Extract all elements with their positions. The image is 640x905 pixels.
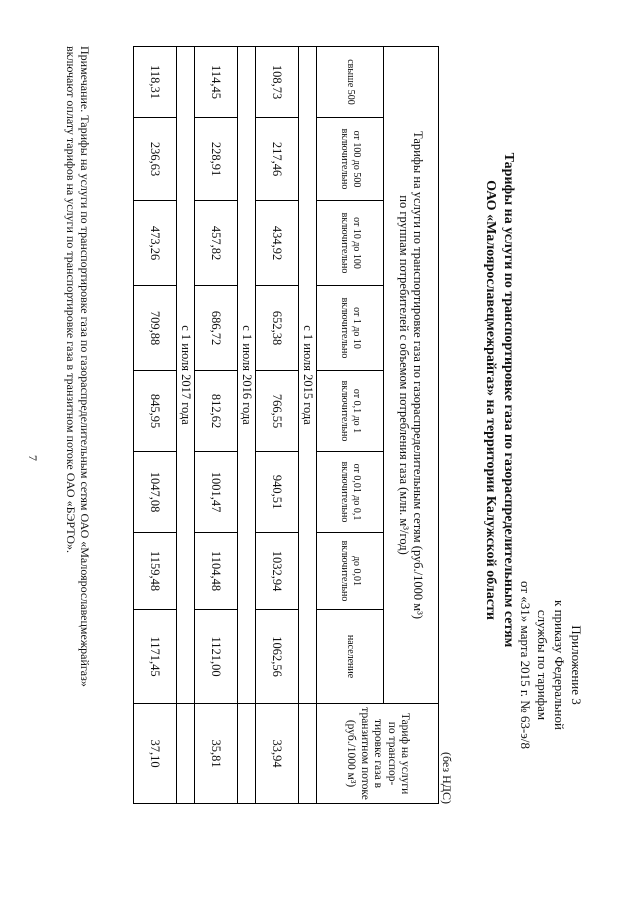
appendix-line: от «31» марта 2015 г. № 63-э/8 [518, 581, 533, 749]
group-header-up-to-0-01: до 0,01 включительно [317, 533, 384, 610]
group-header-over-500: свыше 500 [317, 47, 384, 118]
tariff-cell: 118,31 [134, 47, 177, 118]
period-label: с 1 июля 2017 года [177, 47, 195, 704]
tariff-cell: 1104,48 [195, 533, 238, 610]
tariff-cell: 434,92 [256, 201, 299, 286]
tariff-cell: 686,72 [195, 286, 238, 371]
transit-tariff-cell: 35,81 [195, 704, 238, 804]
tariff-cell: 1001,47 [195, 452, 238, 533]
period-row [238, 47, 256, 804]
tariff-cell: 1171,45 [134, 610, 177, 704]
footnote [64, 46, 92, 826]
tariff-cell: 1047,08 [134, 452, 177, 533]
group-header-0-1-1: от 0,1 до 1 включительно [317, 371, 384, 452]
transit-tariff-cell: 37,10 [134, 704, 177, 804]
tariff-cell: 766,55 [256, 371, 299, 452]
tariff-cell: 1032,94 [256, 533, 299, 610]
tariff-table [133, 46, 439, 804]
tariff-cell: 217,46 [256, 118, 299, 201]
appendix-line: Приложение 3 [569, 625, 584, 705]
main-header-line-1: Тарифы на услуги по транспортировке газа по газораспределительным сетям (руб./1000 м³) [411, 131, 425, 620]
group-header-10-100: от 10 до 100 включительно [317, 201, 384, 286]
table-row [195, 47, 238, 804]
tariff-cell: 652,38 [256, 286, 299, 371]
main-header-line-2: по группам потребителей с объемом потребления газа (млн. м³/год) [397, 195, 411, 555]
tariff-cell: 709,88 [134, 286, 177, 371]
transit-tariff-cell: 33,94 [256, 704, 299, 804]
period-label: с 1 июля 2015 года [299, 47, 317, 704]
period-row [299, 47, 317, 804]
tariff-cell: 108,73 [256, 47, 299, 118]
tariff-cell: 473,26 [134, 201, 177, 286]
appendix-line: к приказу Федеральной [552, 600, 567, 730]
tariff-cell: 845,95 [134, 371, 177, 452]
transit-tariff-header: Тариф на услуги по транспор-тировке газа в транзитном потоке (руб./1000 м³) [317, 704, 439, 804]
tariff-cell: 114,45 [195, 47, 238, 118]
tariff-cell: 940,51 [256, 452, 299, 533]
group-header-0-01-0-1: от 0,01 до 0,1 включительно [317, 452, 384, 533]
group-header-1-10: от 1 до 10 включительно [317, 286, 384, 371]
tariff-cell: 236,63 [134, 118, 177, 201]
tariff-cell: 1062,56 [256, 610, 299, 704]
tariff-cell: 812,62 [195, 371, 238, 452]
tariff-cell: 1159,48 [134, 533, 177, 610]
group-header-100-500: от 100 до 500 включительно [317, 118, 384, 201]
page-number: 7 [26, 455, 40, 461]
table-row [134, 47, 177, 804]
period-spacer [238, 704, 256, 804]
appendix-header [517, 535, 585, 795]
title-line-1: Тарифы на услуги по транспортировке газа по газораспределительным сетям [501, 152, 516, 648]
appendix-line: службы по тарифам [535, 609, 550, 721]
tariff-cell: 228,91 [195, 118, 238, 201]
period-row [177, 47, 195, 804]
table-row [256, 47, 299, 804]
footnote-line-2: включают оплату тарифов на услуги по транспортировке газа в транзитном потоке ОАО «БЭРТО». [64, 46, 78, 554]
period-label: с 1 июля 2016 года [238, 47, 256, 704]
group-header-population: население [317, 610, 384, 704]
vat-note: (без НДС) [440, 751, 454, 804]
tariff-cell: 1121,00 [195, 610, 238, 704]
document-title [481, 40, 517, 760]
table-main-header [384, 47, 439, 704]
tariff-cell: 457,82 [195, 201, 238, 286]
footnote-line-1: Примечание. Тарифы на услуги по транспортировке газа по газораспределительным сетям ОАО «Малоярославецмежрайгаз» [78, 46, 92, 687]
period-spacer [177, 704, 195, 804]
period-spacer [299, 704, 317, 804]
title-line-2: ОАО «Малоярославецмежрайгаз» на территории Калужской области [483, 180, 498, 620]
